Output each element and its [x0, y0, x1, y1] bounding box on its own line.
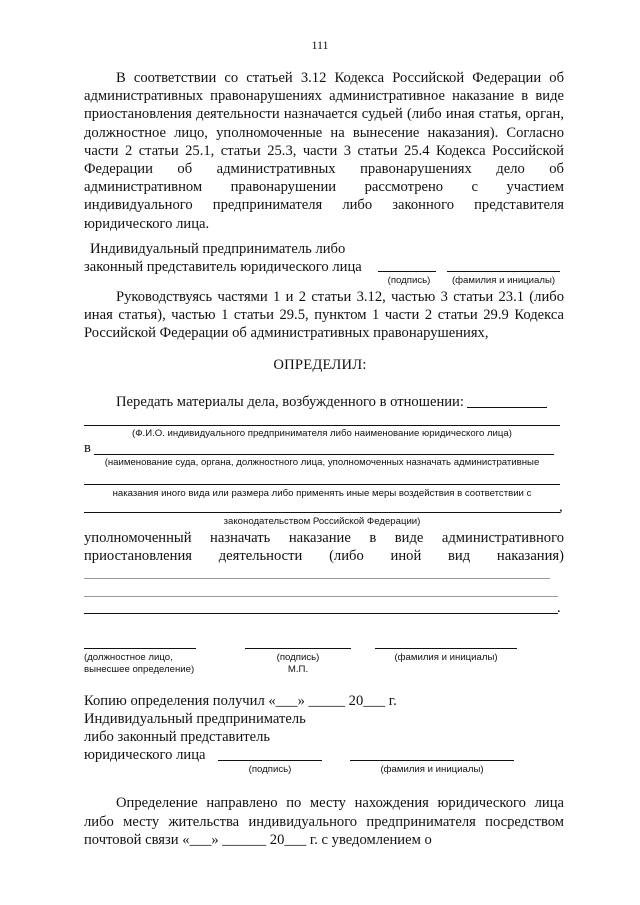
sig1-name-line [447, 271, 560, 272]
v-preposition: в [84, 440, 91, 456]
court-line-3 [84, 512, 560, 513]
court-caption-1: (наименование суда, органа, должностного лица, уполномоченных назначать административные [104, 457, 540, 468]
decision-heading: ОПРЕДЕЛИЛ: [273, 357, 367, 373]
copy-received-line: Копию определения получил «___» _____ 20___ г. [84, 693, 397, 709]
copy-caption-sign: (подпись) [248, 764, 292, 775]
paragraph-guided-by: Руководствуясь частями 1 и 2 статьи 3.12, частью 3 статьи 23.1 (либо иная статья), частью 1 статьи 29.5, пунктом 1 части 2 статьи 29.9 Кодекса Российской Федерации об административных правонарушениях, [84, 289, 564, 342]
copy-line-4: юридического лица [84, 747, 206, 763]
copy-caption-name: (фамилия и инициалы) [380, 764, 484, 775]
page-number: 111 [311, 38, 329, 52]
sig1-caption-name: (фамилия и инициалы) [451, 275, 556, 286]
official-caption-2: вынесшее определение) [84, 664, 195, 675]
copy-line-2: Индивидуальный предприниматель [84, 711, 306, 727]
authorized-line-1: уполномоченный назначать наказание в виде административного [84, 530, 564, 546]
copy-sign-line [218, 760, 322, 761]
court-line-2 [84, 484, 560, 485]
court-line-1 [94, 454, 554, 455]
authorized-line-2: приостановления деятельности (либо иной вид наказания) [84, 548, 564, 564]
paragraph-sent-by-mail: Определение направлено по месту нахождения юридического лица либо месту жительства индивидуального предпринимателя посредством почтовой связи «___» ______ 20___ г. с уведомлением о [84, 795, 564, 849]
blank-line-3 [84, 613, 558, 614]
blank-dot: . [557, 600, 561, 616]
copy-name-line [350, 760, 514, 761]
official-line [84, 648, 196, 649]
sig1-caption-sign: (подпись) [387, 275, 431, 286]
court-caption-3: законодательством Российской Федерации) [223, 516, 421, 527]
sig1-line1: Индивидуальный предприниматель либо [90, 241, 346, 257]
sig2-caption-sign: (подпись) [276, 652, 320, 663]
court-comma: , [559, 499, 563, 515]
paragraph-article-3-12: В соответствии со статьей 3.12 Кодекса Российской Федерации об административных правонарушениях административное наказание в виде приостановления деятельности назначается судьей (либо иная статья, орган, должностное лицо, уполномоченные на вынесение наказания). Согласно части 2 статьи 25.1, статьи 25.3, части 3 статьи 25.4 Кодекса Российской Федерации об административных правонарушениях дело об административном правонарушении рассмотрено с участием индивидуального предпринимателя либо законного представителя юридического лица. [84, 70, 564, 232]
transfer-text: Передать материалы дела, возбужденного в отношении: [116, 394, 464, 410]
stamp-mark: М.П. [287, 664, 309, 675]
sig1-line2: законный представитель юридического лица [84, 259, 362, 276]
court-caption-2: наказания иного вида или размера либо применять иные меры воздействия в соответствии с [112, 488, 532, 499]
fio-line [84, 425, 560, 426]
blank-line-1 [84, 578, 550, 579]
sig1-sign-line [378, 271, 436, 272]
sig2-name-line [375, 648, 517, 649]
fio-caption: (Ф.И.О. индивидуального предпринимателя либо наименование юридического лица) [132, 428, 512, 439]
blank-line-2 [84, 596, 558, 597]
copy-line-3: либо законный представитель [84, 729, 271, 745]
sig2-sign-line [245, 648, 351, 649]
official-caption-1: (должностное лицо, [84, 652, 173, 663]
sig2-caption-name: (фамилия и инициалы) [394, 652, 498, 663]
transfer-inline-line [467, 407, 547, 408]
